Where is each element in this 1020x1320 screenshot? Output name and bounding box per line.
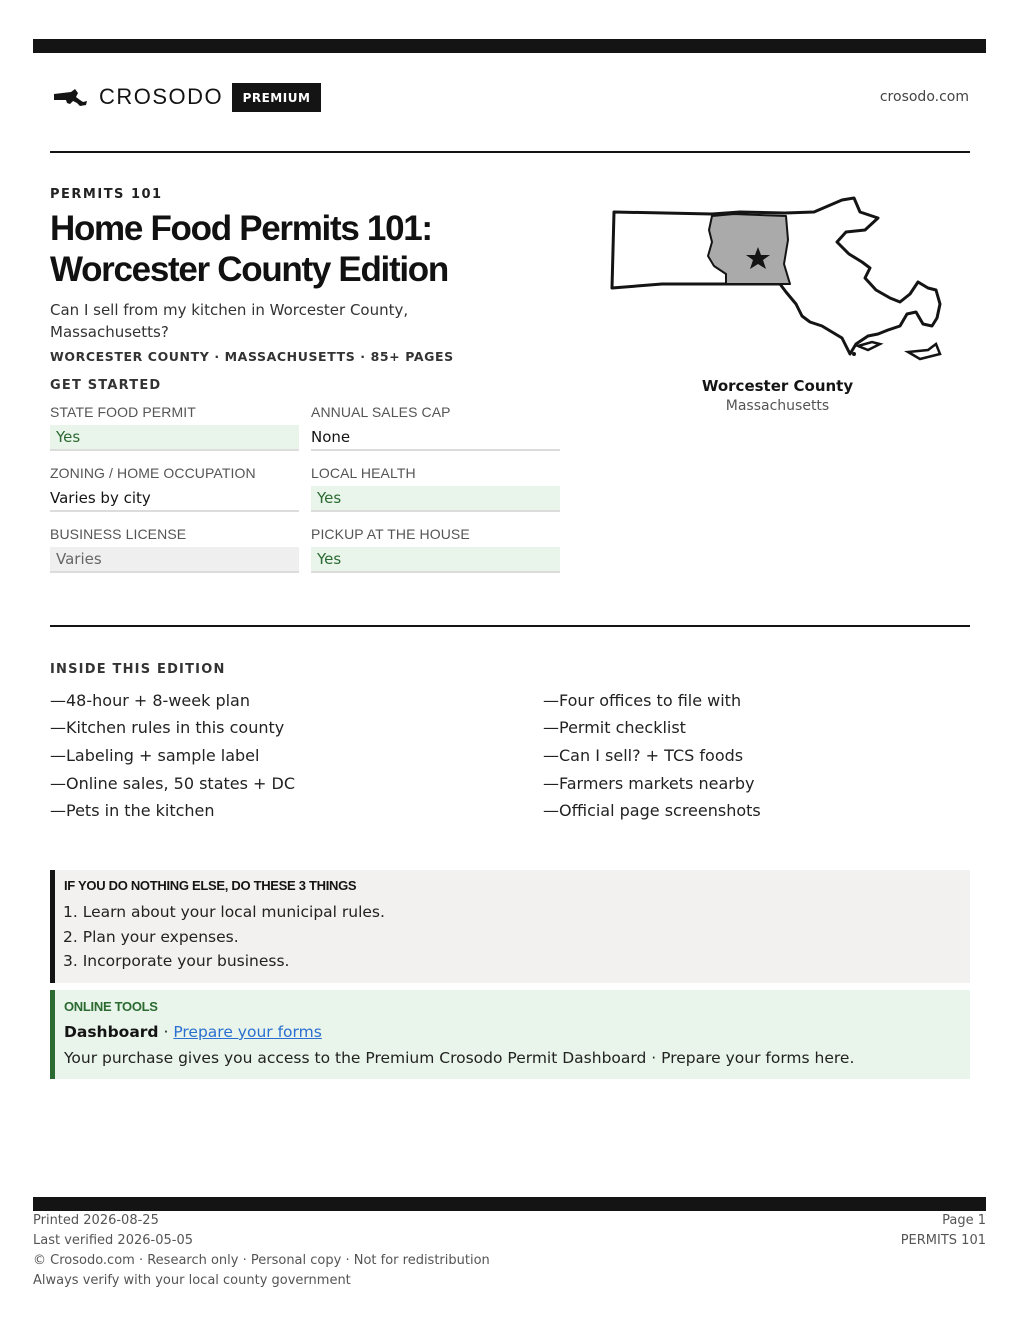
- pickup-cell: [311, 526, 560, 573]
- get-started-label: GET STARTED: [50, 378, 162, 393]
- cell-label: ZONING / HOME OCCUPATION: [50, 465, 256, 481]
- title-line-1: Home Food Permits 101:: [50, 209, 432, 248]
- dashboard-description: Your purchase gives you access to the Premium Crosodo Permit Dashboard · Prepare your forms here.: [64, 1049, 855, 1067]
- disclaimer-note: Always verify with your local county government: [33, 1273, 351, 1288]
- island-outline: [908, 344, 940, 359]
- state-food-permit-cell: [50, 404, 299, 451]
- list-item: —Permit checklist: [543, 718, 686, 737]
- cell-label: BUSINESS LICENSE: [50, 526, 187, 542]
- business-license-cell: [50, 526, 299, 573]
- map-county-label: Worcester County: [701, 377, 854, 395]
- list-item: —Farmers markets nearby: [543, 774, 755, 793]
- footer-section: PERMITS 101: [900, 1233, 986, 1248]
- page-meta: WORCESTER COUNTY · MASSACHUSETTS · 85+ PAGES: [50, 349, 454, 364]
- header-divider: [50, 151, 970, 153]
- premium-badge: PREMIUM: [232, 83, 321, 112]
- cell-label: LOCAL HEALTH: [311, 465, 416, 481]
- page-subtitle: Can I sell from my kitchen in Worcester County, Massachusetts?: [50, 301, 409, 341]
- list-item: —Online sales, 50 states + DC: [50, 774, 296, 793]
- section-eyebrow: PERMITS 101: [50, 187, 163, 202]
- list-item: —Four offices to file with: [543, 691, 742, 710]
- zoning-cell: [50, 465, 299, 512]
- page-title: [50, 208, 590, 290]
- cell-value: Yes: [50, 425, 299, 451]
- state-map: [610, 194, 945, 366]
- list-item: —Kitchen rules in this county: [50, 718, 285, 737]
- title-line-2: Worcester County Edition: [50, 250, 448, 289]
- brand-wordmark[interactable]: CROSODO: [99, 84, 224, 109]
- bottom-rule-bar: [33, 1197, 986, 1211]
- site-url[interactable]: crosodo.com: [879, 89, 969, 105]
- inside-edition-label: INSIDE THIS EDITION: [50, 662, 226, 677]
- prepare-forms-link[interactable]: Prepare your forms: [173, 1023, 322, 1041]
- cell-value: Yes: [311, 486, 560, 512]
- cell-value: Varies: [50, 547, 299, 573]
- online-tools-heading: ONLINE TOOLS: [64, 999, 158, 1014]
- step-item: 1. Learn about your local municipal rules.: [63, 903, 385, 921]
- dashboard-label: Dashboard: [64, 1023, 159, 1041]
- three-things-heading: IF YOU DO NOTHING ELSE, DO THESE 3 THINGS: [64, 878, 357, 893]
- separator: ·: [158, 1023, 174, 1041]
- cell-label: PICKUP AT THE HOUSE: [311, 526, 470, 542]
- copyright-note: © Crosodo.com · Research only · Personal copy · Not for redistribution: [33, 1253, 490, 1268]
- cell-label: STATE FOOD PERMIT: [50, 404, 196, 420]
- list-item: —Can I sell? + TCS foods: [543, 746, 744, 765]
- island-outline: [858, 342, 880, 350]
- annual-sales-cap-cell: [311, 404, 560, 451]
- step-item: 2. Plan your expenses.: [63, 928, 239, 946]
- island-dot: [852, 352, 856, 356]
- cell-value: Varies by city: [50, 486, 299, 512]
- section-divider: [50, 625, 970, 627]
- list-item: —Pets in the kitchen: [50, 801, 215, 820]
- list-item: —48-hour + 8-week plan: [50, 691, 250, 710]
- cell-label: ANNUAL SALES CAP: [311, 404, 451, 420]
- dashboard-line: [64, 1023, 322, 1041]
- local-health-cell: [311, 465, 560, 512]
- page-number: Page 1: [942, 1213, 986, 1228]
- cell-value: Yes: [311, 547, 560, 573]
- map-state-label: Massachusetts: [725, 398, 830, 414]
- top-rule-bar: [33, 39, 986, 53]
- cell-value: None: [311, 425, 560, 451]
- step-item: 3. Incorporate your business.: [63, 952, 290, 970]
- verified-date: Last verified 2026-05-05: [33, 1233, 193, 1248]
- massachusetts-logo-icon: [53, 88, 89, 108]
- list-item: —Official page screenshots: [543, 801, 761, 820]
- list-item: —Labeling + sample label: [50, 746, 260, 765]
- printed-date: Printed 2026-08-25: [33, 1213, 159, 1228]
